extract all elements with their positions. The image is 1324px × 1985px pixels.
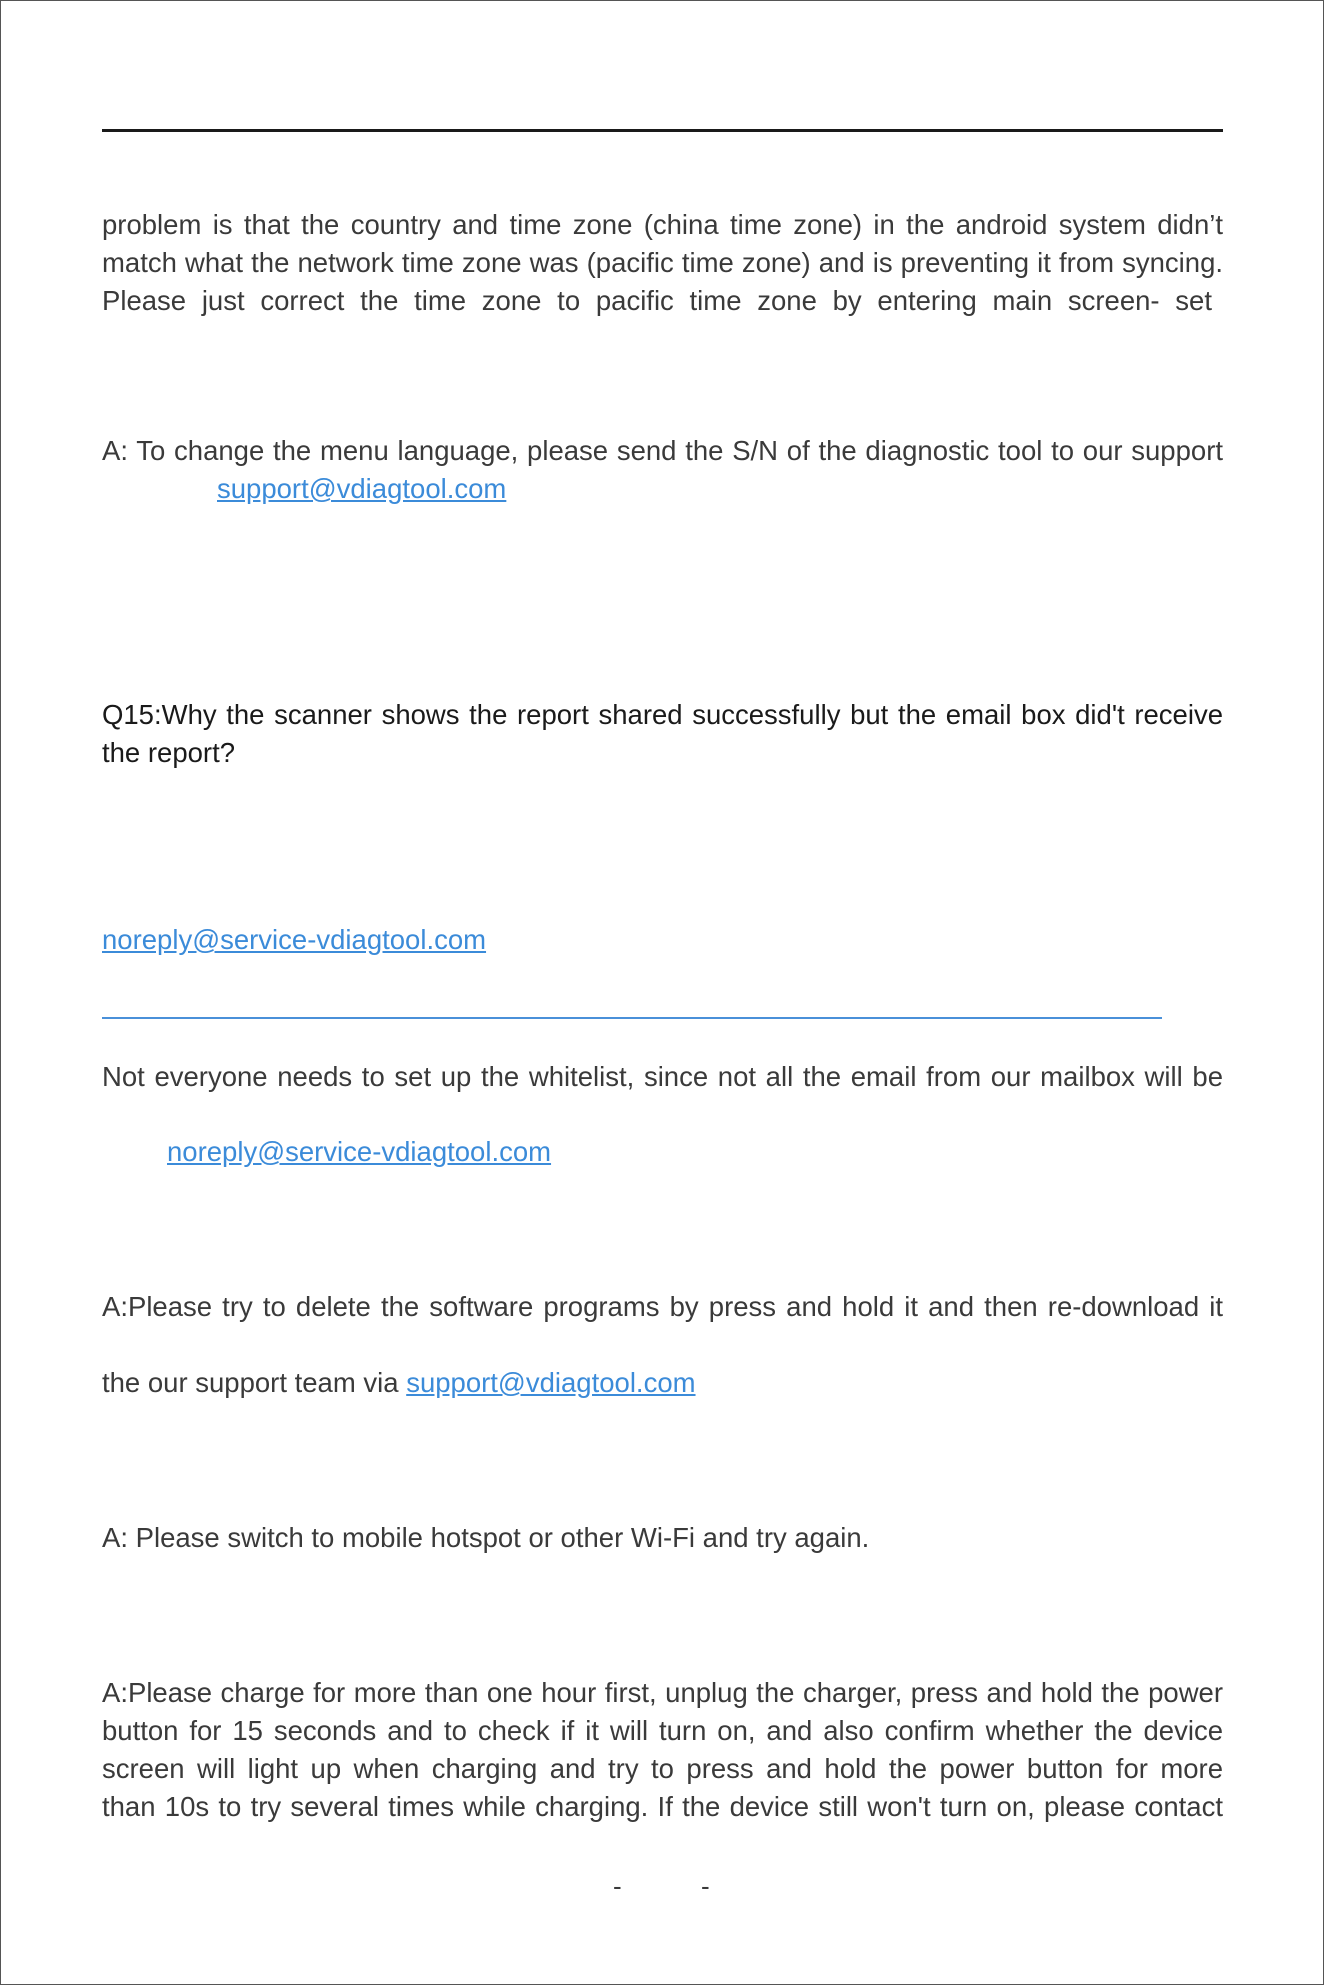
timezone-line-2: match what the network time zone was (pacific time zone) and is preventing it from syncing.: [102, 247, 1223, 278]
software-answer-line-1: A:Please try to delete the software programs by press and hold it and then re-download it: [102, 1291, 1223, 1322]
noreply-email-link-2[interactable]: noreply@service-vdiagtool.com: [167, 1136, 552, 1167]
q15-question-line-1: Q15:Why the scanner shows the report shared successfully but the email box did't receive: [102, 699, 1223, 730]
blue-divider: [102, 1017, 1162, 1019]
power-answer-line-3: screen will light up when charging and try to press and hold the power button for more: [102, 1753, 1223, 1784]
software-answer-line-2: the our support team via: [102, 1367, 407, 1398]
power-answer-line-2: button for 15 seconds and to check if it will turn on, and also confirm whether the device: [102, 1715, 1223, 1746]
timezone-line-1: problem is that the country and time zone (china time zone) in the android system didn’t: [102, 209, 1223, 240]
power-answer-line-1: A:Please charge for more than one hour first, unplug the charger, press and hold the power: [102, 1677, 1223, 1708]
timezone-line-3: Please just correct the time zone to pacific time zone by entering main screen- set: [102, 285, 1212, 316]
noreply-email-link[interactable]: noreply@service-vdiagtool.com: [102, 924, 487, 955]
support-email-link[interactable]: support@vdiagtool.com: [217, 473, 507, 504]
power-answer-line-4: than 10s to try several times while charging. If the device still won't turn on, please contact: [102, 1791, 1223, 1822]
page-number-left-dash: -: [613, 1871, 622, 1901]
wifi-answer-line: A: Please switch to mobile hotspot or other Wi-Fi and try again.: [102, 1522, 870, 1553]
q15-question-line-2: the report?: [102, 737, 236, 768]
language-answer-line-1: A: To change the menu language, please send the S/N of the diagnostic tool to our support: [102, 435, 1223, 466]
header-rule: [102, 129, 1223, 132]
page-number-right-dash: -: [701, 1871, 710, 1901]
support-email-link-2[interactable]: support@vdiagtool.com: [406, 1367, 696, 1398]
whitelist-line-1: Not everyone needs to set up the whitelist, since not all the email from our mailbox will be: [102, 1061, 1223, 1092]
